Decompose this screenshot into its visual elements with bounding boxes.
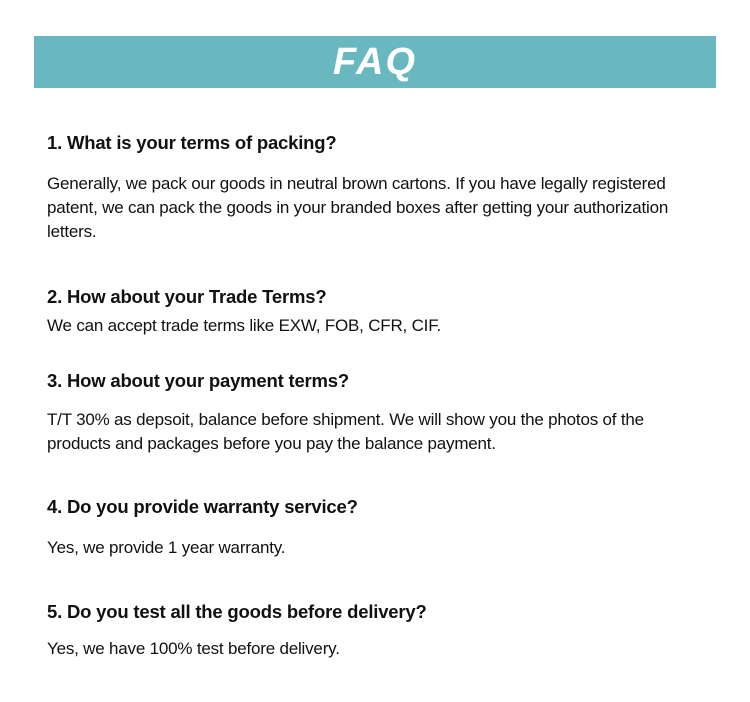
faq-question-4: 4. Do you provide warranty service?	[47, 496, 358, 517]
faq-answer-3: T/T 30% as depsoit, balance before shipment. We will show you the photos of the products and packages before you pay the balance payment.	[47, 410, 644, 453]
faq-answer-1: Generally, we pack our goods in neutral brown cartons. If you have legally registered patent, we can pack the goods in your branded boxes after getting your authorization letters.	[47, 174, 669, 241]
faq-banner	[34, 36, 716, 88]
faq-answer-2: We can accept trade terms like EXW, FOB, CFR, CIF.	[47, 316, 442, 335]
page-title: FAQ	[332, 40, 418, 83]
faq-answer-4: Yes, we provide 1 year warranty.	[47, 538, 286, 557]
faq-answer-5: Yes, we have 100% test before delivery.	[47, 639, 340, 658]
faq-question-1: 1. What is your terms of packing?	[47, 132, 337, 153]
faq-question-2: 2. How about your Trade Terms?	[47, 286, 327, 307]
faq-question-5: 5. Do you test all the goods before delivery?	[47, 601, 427, 622]
faq-question-3: 3. How about your payment terms?	[47, 370, 349, 391]
